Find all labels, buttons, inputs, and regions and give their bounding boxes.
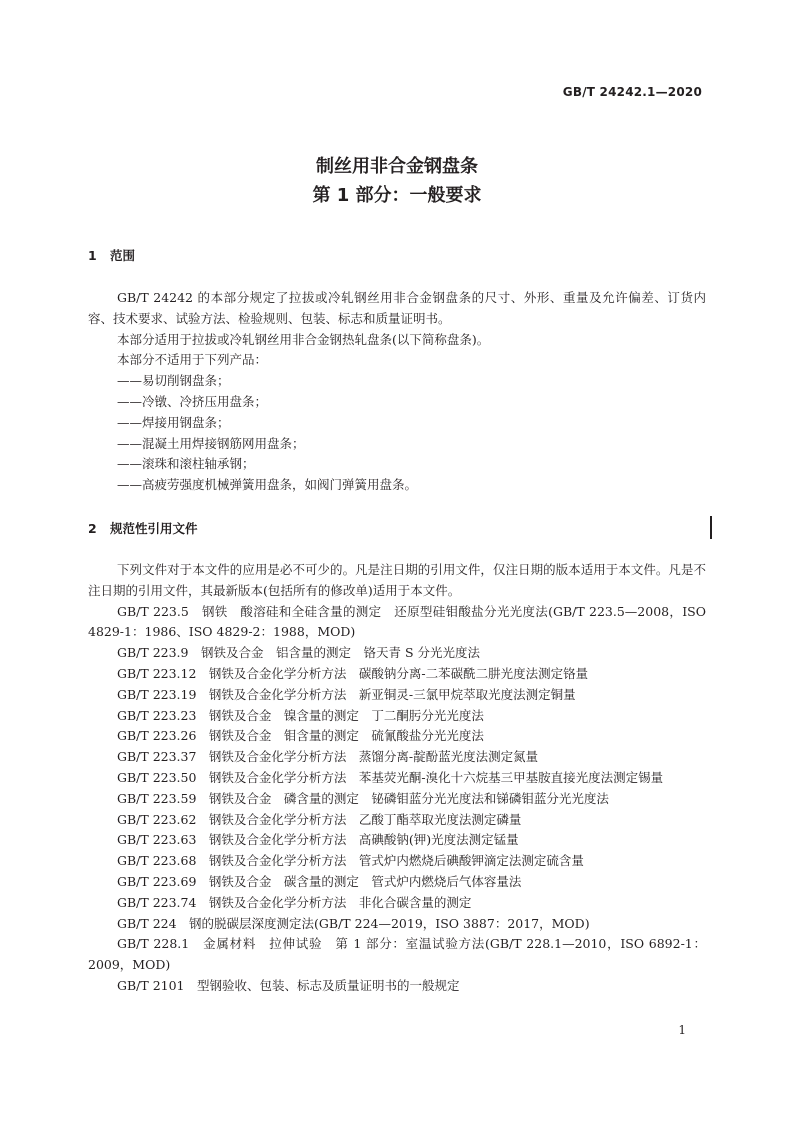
reference-item: GB/T 223.50 钢铁及合金化学分析方法 苯基荧光酮-溴化十六烷基三甲基胺直接光度法测定锡量 [117, 769, 664, 785]
standard-code: GB/T 24242.1—2020 [562, 85, 702, 99]
paragraph: 下列文件对于本文件的应用是必不可少的。凡是注日期的引用文件，仅注日期的版本适用于本文件。凡是不注日期的引用文件，其最新版本(包括所有的修改单)适用于本文件。 [88, 562, 706, 598]
list-item: ——焊接用钢盘条； [117, 414, 230, 430]
reference-item: GB/T 223.37 钢铁及合金化学分析方法 蒸馏分离-靛酚蓝光度法测定氮量 [117, 749, 539, 765]
document-title: 制丝用非合金钢盘条 [316, 156, 478, 177]
paragraph: 本部分不适用于下列产品： [117, 352, 268, 368]
list-item: ——滚珠和滚柱轴承钢； [117, 456, 255, 472]
page-number: 1 [678, 1023, 686, 1037]
reference-item: GB/T 223.59 钢铁及合金 磷含量的测定 铋磷钼蓝分光光度法和锑磷钼蓝分光光度法 [117, 790, 609, 806]
list-item: ——混凝土用焊接钢筋网用盘条； [117, 435, 305, 451]
reference-item: GB/T 223.63 钢铁及合金化学分析方法 高碘酸钠(钾)光度法测定锰量 [117, 832, 519, 848]
reference-item: GB/T 223.23 钢铁及合金 镍含量的测定 丁二酮肟分光光度法 [117, 707, 484, 723]
section-body-references [88, 560, 706, 997]
reference-item: GB/T 228.1 金属材料 拉伸试验 第 1 部分：室温试验方法(GB/T 228.1—2010，ISO 6892-1：2009，MOD) [88, 936, 706, 973]
paragraph: GB/T 24242 的本部分规定了拉拔或冷轧钢丝用非合金钢盘条的尺寸、外形、重量及允许偏差、订货内容、技术要求、试验方法、检验规则、包装、标志和质量证明书。 [88, 290, 706, 326]
text-cursor-mark [710, 516, 712, 539]
reference-item: GB/T 223.26 钢铁及合金 钼含量的测定 硫氰酸盐分光光度法 [117, 728, 484, 744]
section-body-scope [88, 288, 706, 496]
reference-item: GB/T 223.12 钢铁及合金化学分析方法 碳酸钠分离-二苯碳酰二肼光度法测定铬量 [117, 665, 589, 681]
reference-item: GB/T 223.69 钢铁及合金 碳含量的测定 管式炉内燃烧后气体容量法 [117, 873, 522, 889]
reference-item: GB/T 223.5 钢铁 酸溶硅和全硅含量的测定 还原型硅钼酸盐分光光度法(GB/T 223.5—2008，ISO 4829-1：1986、ISO 4829-2：1988，MOD) [88, 603, 706, 640]
reference-item: GB/T 223.62 钢铁及合金化学分析方法 乙酸丁酯萃取光度法测定磷量 [117, 811, 522, 827]
section-number: 1 [88, 248, 97, 263]
reference-item: GB/T 2101 型钢验收、包装、标志及质量证明书的一般规定 [117, 977, 460, 993]
list-item: ——冷镦、冷挤压用盘条； [117, 393, 268, 409]
section-title: 范围 [110, 248, 136, 263]
section-heading-scope [88, 246, 135, 264]
section-title: 规范性引用文件 [110, 521, 198, 536]
list-item: ——高疲劳强度机械弹簧用盘条，如阀门弹簧用盘条。 [117, 477, 418, 493]
section-heading-references [88, 519, 198, 537]
paragraph: 本部分适用于拉拔或冷轧钢丝用非合金钢热轧盘条(以下简称盘条)。 [117, 331, 490, 347]
reference-item: GB/T 223.19 钢铁及合金化学分析方法 新亚铜灵-三氯甲烷萃取光度法测定铜量 [117, 686, 576, 702]
reference-item: GB/T 223.9 钢铁及合金 铝含量的测定 铬天青 S 分光光度法 [117, 645, 480, 661]
section-number: 2 [88, 521, 97, 536]
list-item: ——易切削钢盘条； [117, 373, 230, 389]
reference-item: GB/T 224 钢的脱碳层深度测定法(GB/T 224—2019，ISO 3887：2017，MOD) [117, 915, 590, 931]
reference-item: GB/T 223.74 钢铁及合金化学分析方法 非化合碳含量的测定 [117, 894, 472, 910]
document-subtitle: 第 1 部分：一般要求 [312, 185, 482, 206]
reference-item: GB/T 223.68 钢铁及合金化学分析方法 管式炉内燃烧后碘酸钾滴定法测定硫含量 [117, 853, 584, 869]
